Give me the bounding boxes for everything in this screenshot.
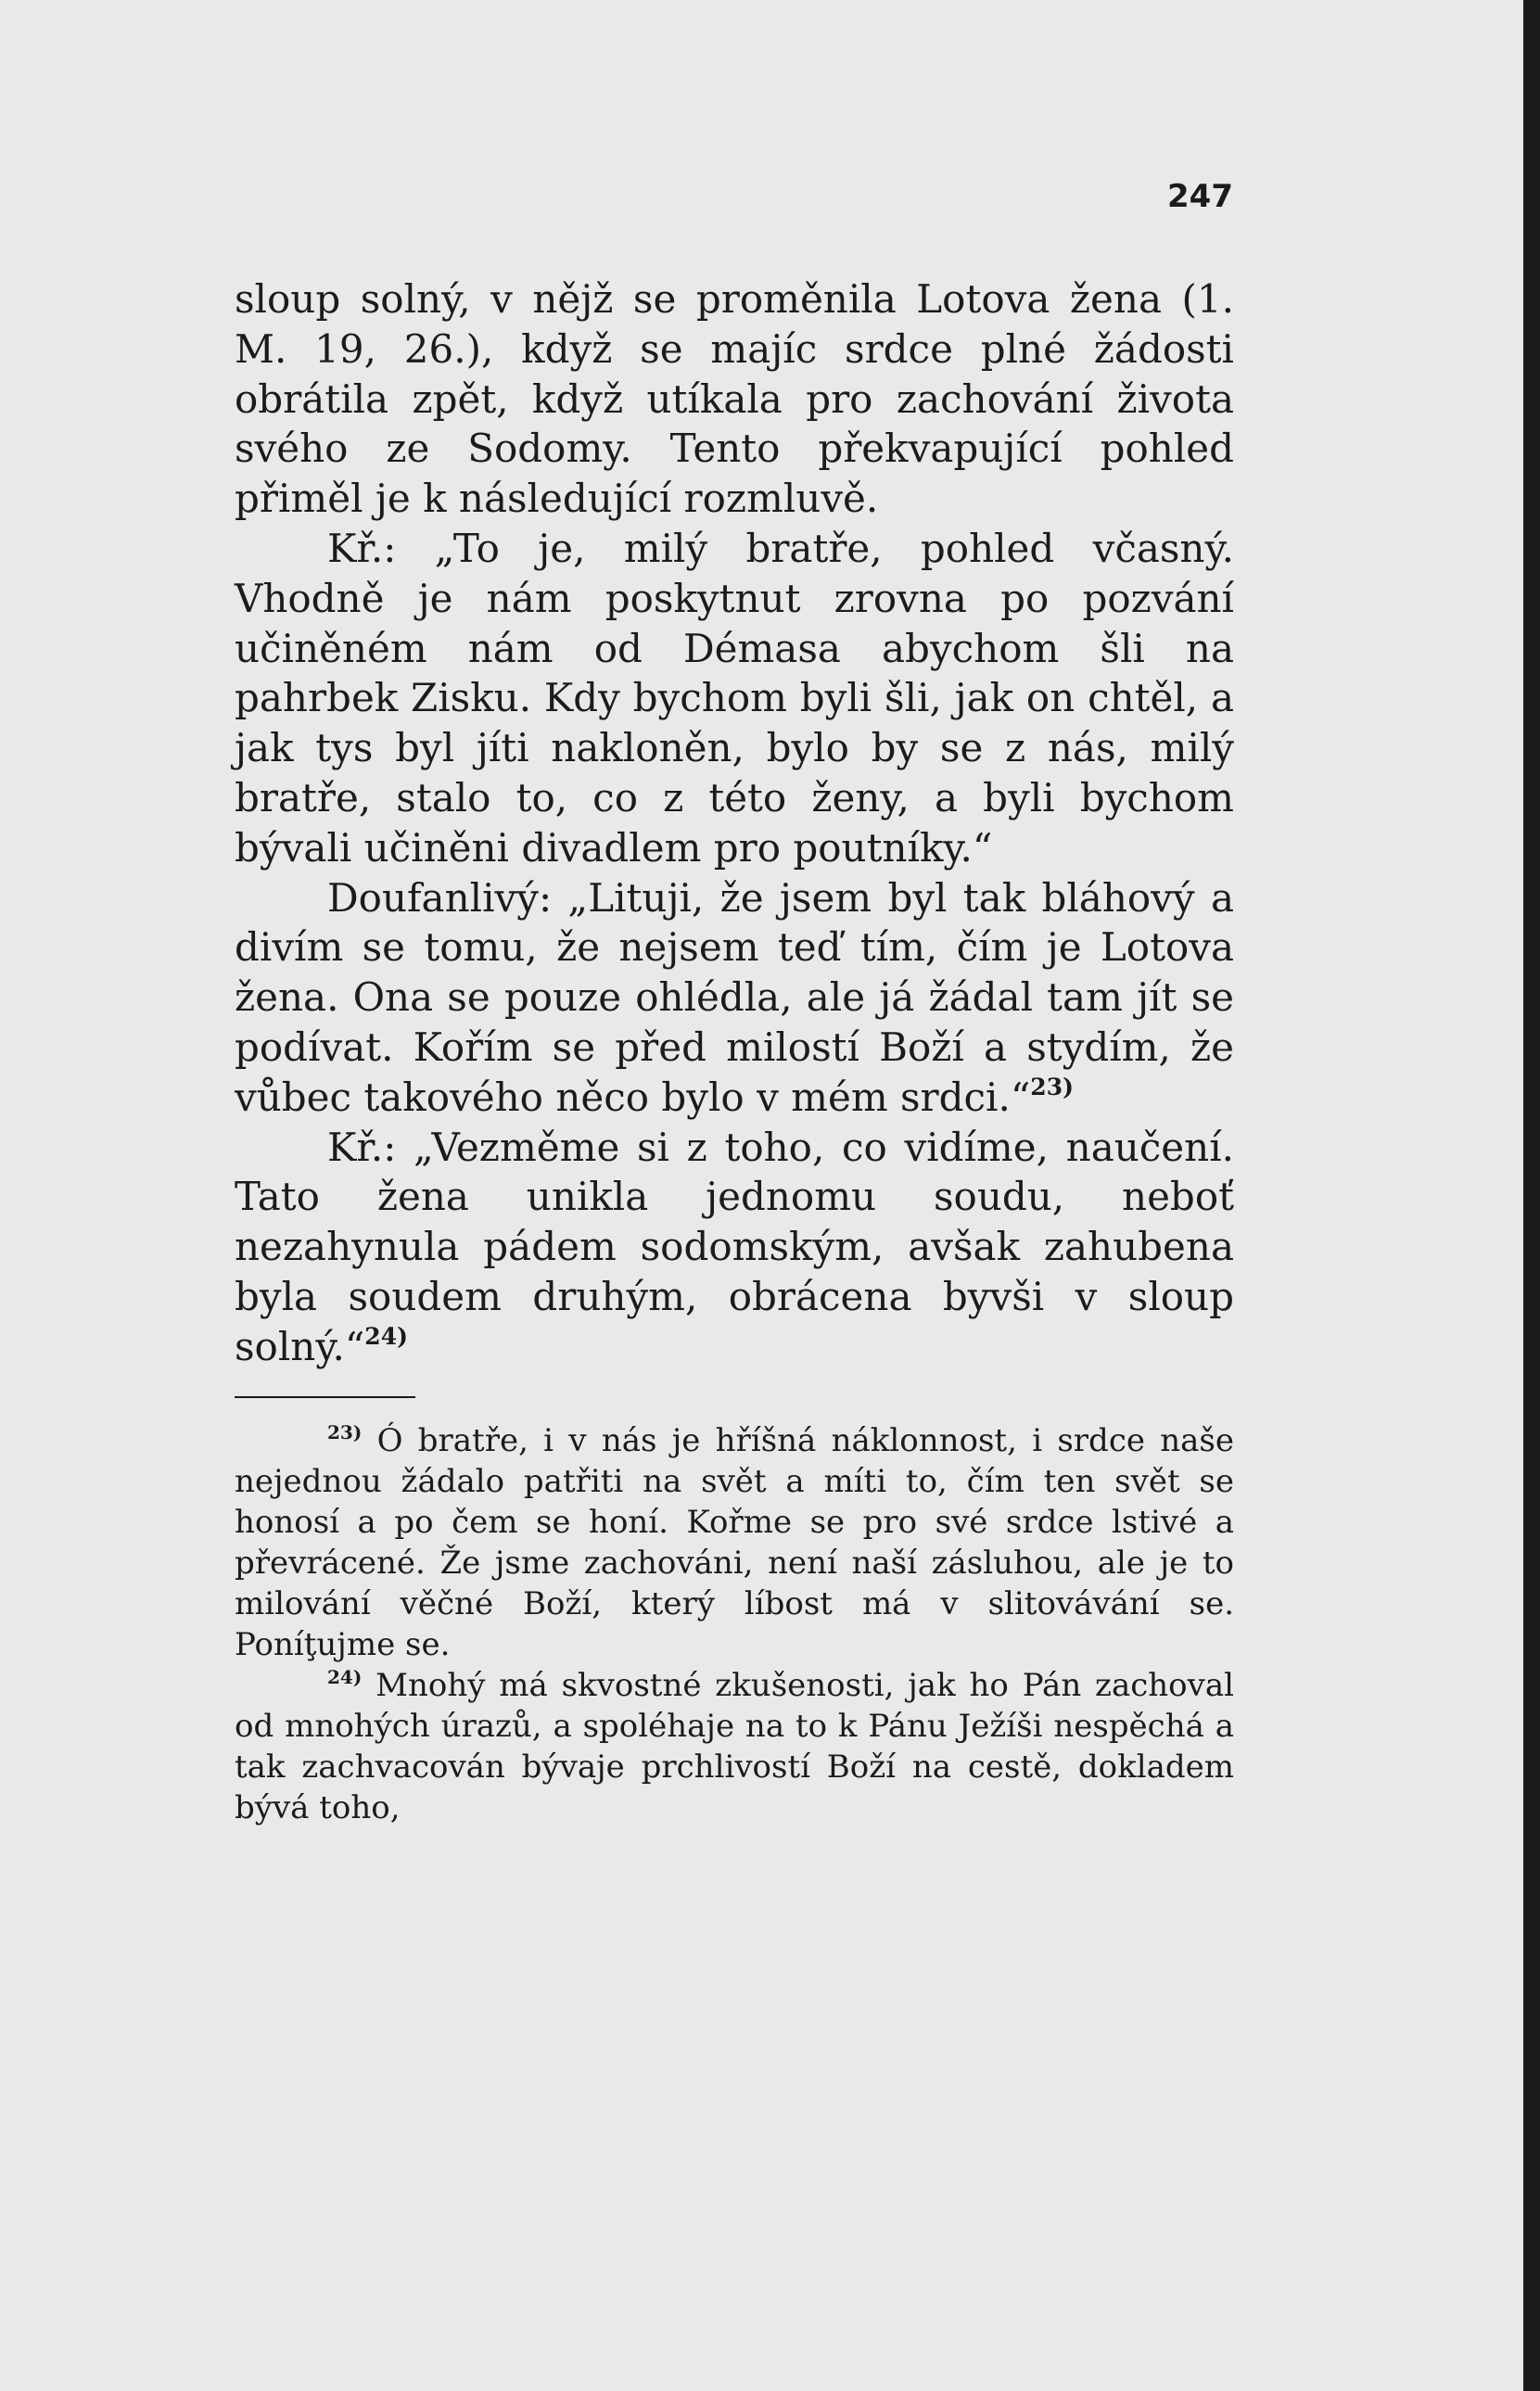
text-column bbox=[235, 274, 1234, 1828]
paragraph-1 bbox=[235, 274, 1234, 524]
footnote-24 bbox=[235, 1665, 1234, 1828]
scan-edge bbox=[1523, 0, 1540, 2391]
paragraph-text: Kř.: „To je, milý bratře, pohled včasný. Vhodně je nám poskytnut zrovna po pozvání učiněném nám od Démasa abychom šli na pahrbek Zisku. Kdy bychom byli šli, jak on chtěl, a jak tys byl jíti nakloněn, bylo by se z nás, milý bratře, stalo to, co z této ženy, a byli bychom bývali učiněni divadlem pro poutníky.“ bbox=[235, 525, 1234, 871]
footnote-marker: 23) bbox=[327, 1420, 363, 1444]
paragraph-2 bbox=[235, 524, 1234, 873]
body-text bbox=[235, 274, 1234, 1372]
footnote-divider bbox=[235, 1396, 415, 1398]
footnote-23 bbox=[235, 1420, 1234, 1665]
footnote-reference: 23) bbox=[1030, 1073, 1074, 1100]
paragraph-3 bbox=[235, 873, 1234, 1123]
footnotes bbox=[235, 1420, 1234, 1828]
paragraph-text: sloup solný, v nějž se proměnila Lotova žena (1. M. 19, 26.), když se majíc srdce plné žádosti obrátila zpět, když utíkala pro zachování života svého ze Sodomy. Tento překvapující pohled přiměl je k následující rozmluvě. bbox=[235, 276, 1234, 522]
footnote-reference: 24) bbox=[364, 1322, 408, 1350]
paragraph-text: Doufanlivý: „Lituji, že jsem byl tak bláhový a divím se tomu, že nejsem teď tím, čím je Lotova žena. Ona se pouze ohlédla, ale já žádal tam jít se podívat. Kořím se před milostí Boží a stydím, že vůbec takového něco bylo v mém srdci.“ bbox=[235, 874, 1234, 1120]
paragraph-text: Kř.: „Vezměme si z toho, co vidíme, naučení. Tato žena unikla jednomu soudu, neboť nezahynula pádem sodomským, avšak zahubena byla soudem druhým, obrácena byvši v sloup solný.“ bbox=[235, 1124, 1234, 1369]
footnote-text: Ó bratře, i v nás je hříšná náklonnost, i srdce naše nejednou žádalo patřiti na svět a míti to, čím ten svět se honosí a po čem se honí. Kořme se pro své srdce lstivé a převrácené. Že jsme zachováni, není naší zásluhou, ale je to milování věčné Boží, který líbost má v slitovávání se. Poníţujme se. bbox=[235, 1421, 1235, 1663]
page-number: 247 bbox=[1167, 178, 1233, 215]
footnote-marker: 24) bbox=[327, 1665, 363, 1688]
footnote-text: Mnohý má skvostné zkušenosti, jak ho Pán zachoval od mnohých úrazů, a spoléhaje na to k Pánu Ježíši nespěchá a tak zachvacován bývaje prchlivostí Boží na cestě, dokladem bývá toho, bbox=[235, 1666, 1235, 1826]
paragraph-4 bbox=[235, 1123, 1234, 1372]
